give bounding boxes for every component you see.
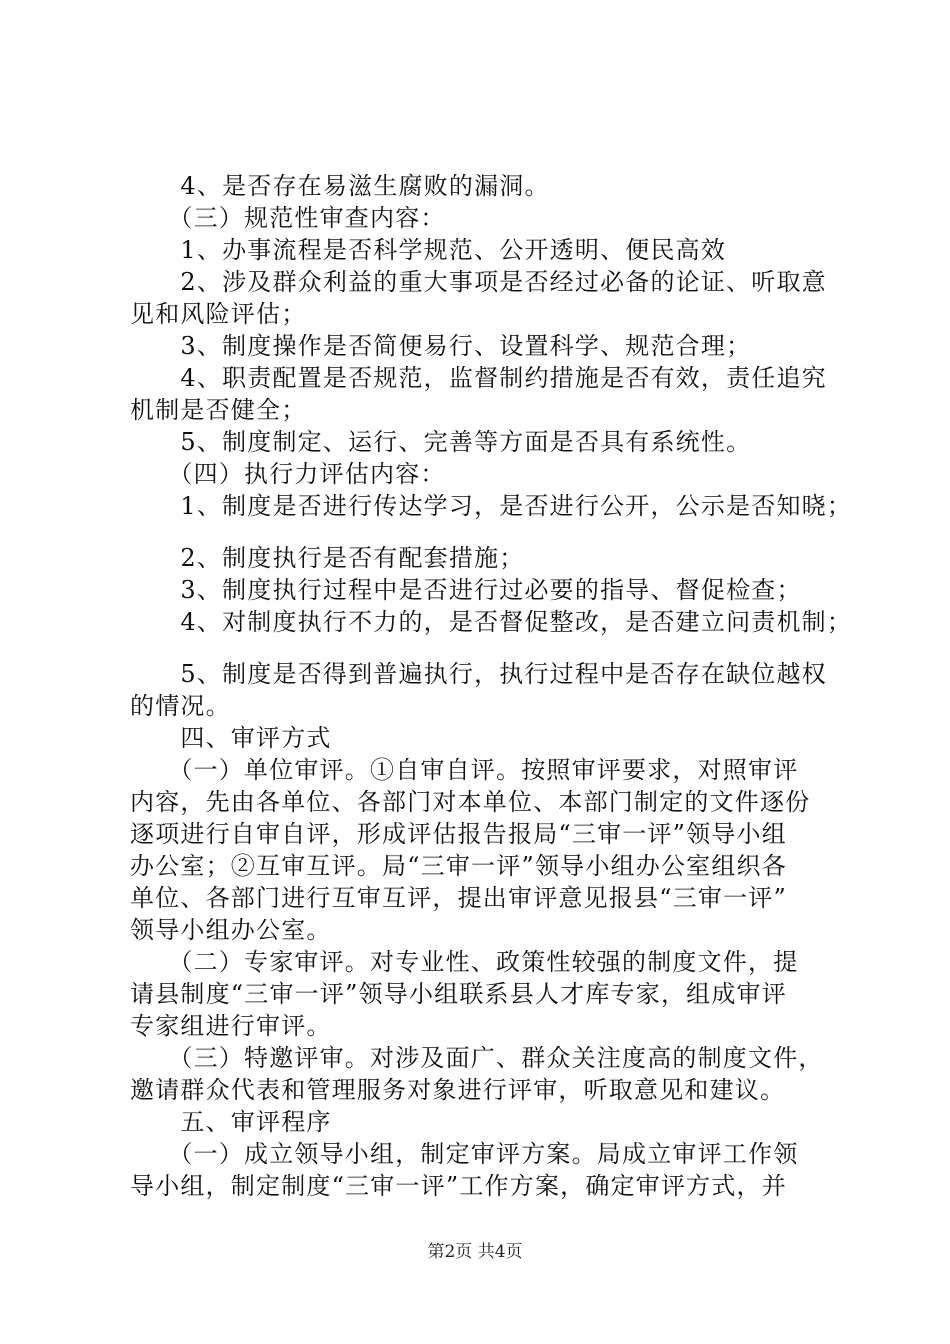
section-heading: （四）执行力评估内容： xyxy=(130,460,446,488)
text-line: 专家组进行审评。 xyxy=(130,1012,332,1040)
document-body xyxy=(130,170,853,1202)
section-heading: 四、审评方式 xyxy=(130,724,332,752)
section-heading: 五、审评程序 xyxy=(130,1108,332,1136)
text-line: （一）成立领导小组，制定审评方案。局成立审评工作领 xyxy=(130,1140,799,1168)
text-line: 1、办事流程是否科学规范、公开透明、便民高效 xyxy=(130,236,727,264)
text-line: 邀请群众代表和管理服务对象进行评审，听取意见和建议。 xyxy=(130,1076,786,1104)
text-line: 办公室；②互审互评。局“三审一评”领导小组办公室组织各 xyxy=(130,852,787,880)
text-line: 导小组，制定制度“三审一评”工作方案，确定审评方式，并 xyxy=(130,1172,787,1200)
text-line: 领导小组办公室。 xyxy=(130,916,332,944)
text-line: 2、制度执行是否有配套措施； xyxy=(130,544,525,572)
text-line: 4、职责配置是否规范，监督制约措施是否有效，责任追究 xyxy=(130,364,827,392)
text-line: 4、是否存在易滋生腐败的漏洞。 xyxy=(130,172,550,200)
text-line: 见和风险评估； xyxy=(130,300,307,328)
text-line: 逐项进行自审自评，形成评估报告报局“三审一评”领导小组 xyxy=(130,820,787,848)
text-line: （二）专家审评。对专业性、政策性较强的制度文件，提 xyxy=(130,948,799,976)
text-line: 3、制度执行过程中是否进行过必要的指导、督促检查； xyxy=(130,576,802,604)
text-line: 3、制度操作是否简便易行、设置科学、规范合理； xyxy=(130,332,752,360)
text-line: 5、制度制定、运行、完善等方面是否具有系统性。 xyxy=(130,428,752,456)
text-line: 1、制度是否进行传达学习，是否进行公开，公示是否知晓； xyxy=(130,492,853,520)
blank-line xyxy=(130,638,845,658)
text-line: （三）特邀评审。对涉及面广、群众关注度高的制度文件， xyxy=(130,1044,824,1072)
text-line: 2、涉及群众利益的重大事项是否经过必备的论证、听取意 xyxy=(130,268,827,296)
text-line: 内容，先由各单位、各部门对本单位、本部门制定的文件逐份 xyxy=(130,788,811,816)
text-line: 的情况。 xyxy=(130,692,231,720)
page-number-footer: 第2页 共4页 xyxy=(427,1242,523,1262)
section-heading: （三）规范性审查内容： xyxy=(130,204,446,232)
text-line: （一）单位审评。①自审自评。按照审评要求，对照审评 xyxy=(130,756,799,784)
blank-line xyxy=(130,522,845,542)
text-line: 5、制度是否得到普遍执行，执行过程中是否存在缺位越权 xyxy=(130,660,827,688)
text-line: 4、对制度执行不力的，是否督促整改，是否建立问责机制； xyxy=(130,608,853,636)
text-line: 单位、各部门进行互审互评，提出审评意见报县“三审一评” xyxy=(130,884,787,912)
text-line: 请县制度“三审一评”领导小组联系县人才库专家，组成审评 xyxy=(130,980,787,1008)
text-line: 机制是否健全； xyxy=(130,396,307,424)
